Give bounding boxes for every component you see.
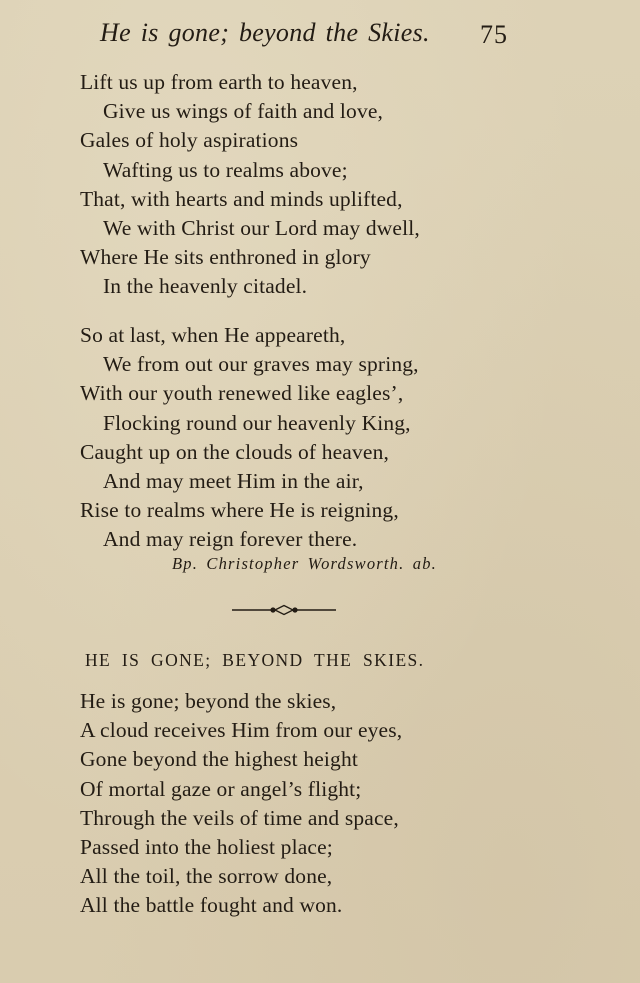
hymn-title: HE IS GONE; BEYOND THE SKIES. [85, 650, 425, 670]
author-attribution: Bp. Christopher Wordsworth. ab. [172, 554, 438, 573]
running-title: He is gone; beyond the Skies. [100, 18, 430, 47]
verse-line: We with Christ our Lord may dwell, [103, 215, 420, 240]
page-number: 75 [480, 20, 508, 49]
poem2-stanza-1 [80, 687, 402, 921]
verse-line: Passed into the holiest place; [80, 834, 333, 859]
verse-line: With our youth renewed like eagles’, [80, 381, 404, 406]
verse-line: Lift us up from earth to heaven, [80, 70, 358, 94]
verse-line: Where He sits enthroned in glory [80, 245, 371, 270]
verse-line: We from out our graves may spring, [103, 352, 419, 377]
verse-line: In the heavenly citadel. [103, 274, 308, 299]
verse-line: And may reign forever there. [103, 527, 358, 552]
poem1-stanza-1 [80, 68, 420, 302]
verse-line: Give us wings of faith and love, [103, 99, 384, 124]
verse-line: Caught up on the clouds of heaven, [80, 439, 390, 464]
verse-line: Rise to realms where He is reigning, [80, 498, 399, 523]
verse-line: All the battle fought and won. [80, 893, 343, 918]
verse-line: Gales of holy aspirations [80, 128, 299, 153]
verse-line: Wafting us to realms above; [103, 157, 348, 182]
verse-line: All the toil, the sorrow done, [80, 864, 333, 889]
poem1-stanza-2 [80, 321, 419, 555]
running-head [100, 18, 520, 54]
verse-line: So at last, when He appeareth, [80, 323, 346, 347]
verse-line: Of mortal gaze or angel’s flight; [80, 776, 362, 801]
verse-line: A cloud receives Him from our eyes, [80, 718, 403, 743]
section-divider-icon [232, 604, 336, 616]
verse-line: He is gone; beyond the skies, [80, 689, 337, 713]
verse-line: And may meet Him in the air, [103, 468, 364, 493]
verse-line: That, with hearts and minds uplifted, [80, 186, 403, 211]
verse-line: Through the veils of time and space, [80, 805, 399, 830]
verse-line: Gone beyond the highest height [80, 747, 358, 772]
verse-line: Flocking round our heavenly King, [103, 410, 411, 435]
